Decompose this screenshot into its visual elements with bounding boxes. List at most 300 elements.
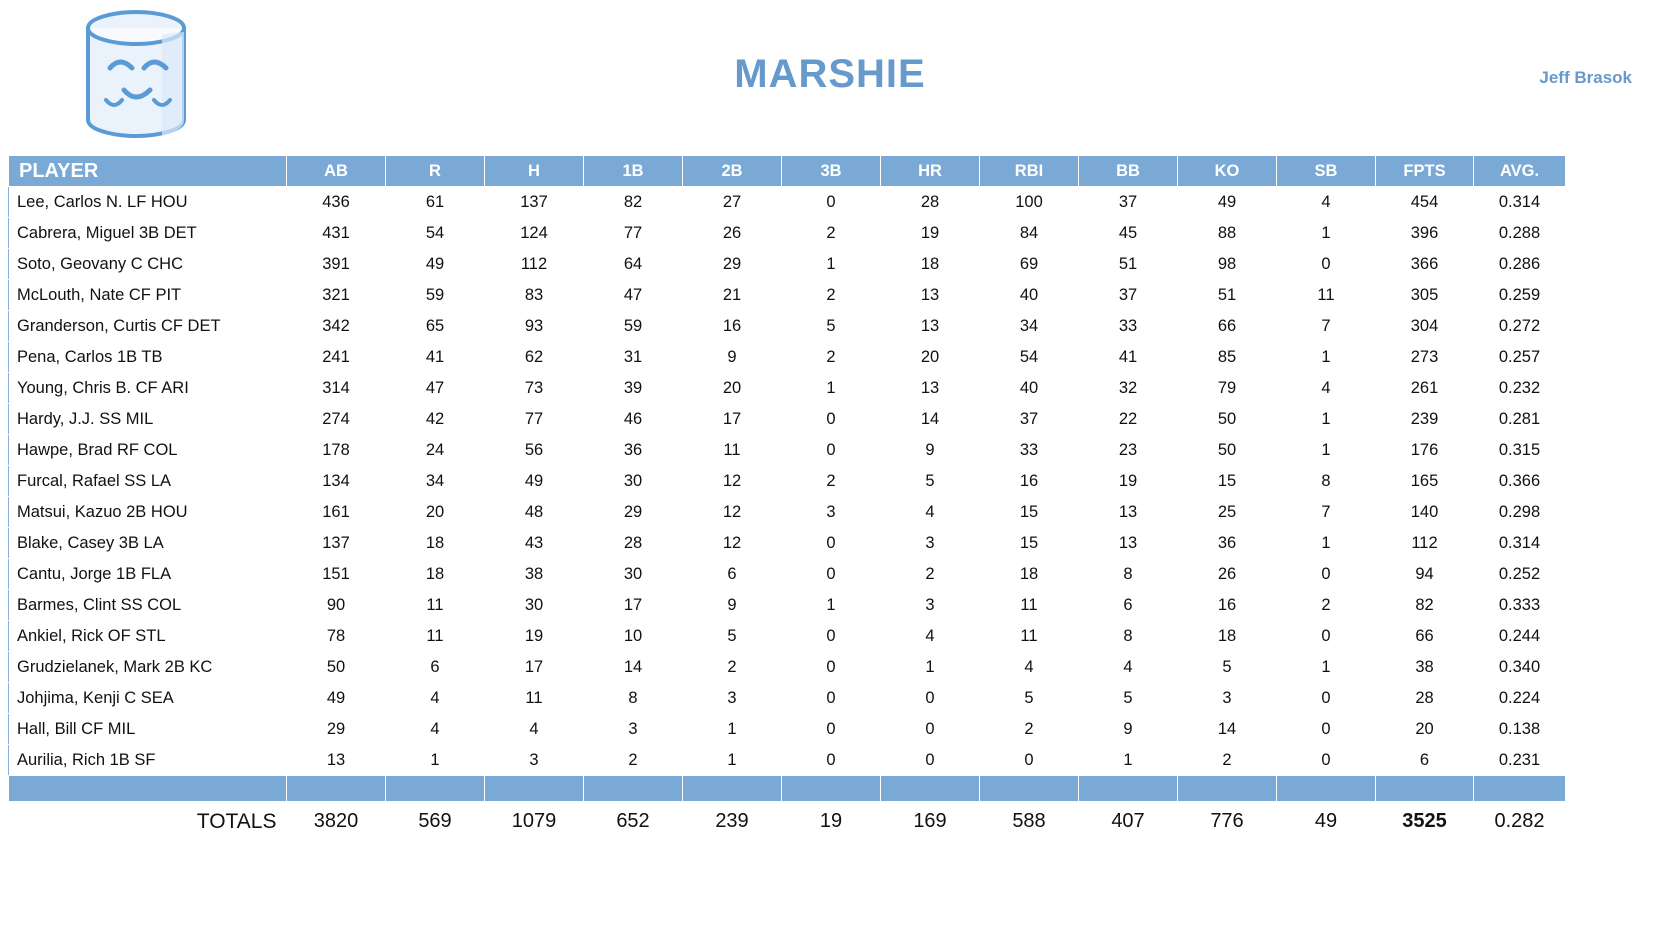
spacer-cell [881,776,980,802]
stat-bb: 19 [1079,466,1178,497]
player-name: McLouth, Nate CF PIT [9,280,287,311]
stat-hr: 13 [881,373,980,404]
stat-ko: 66 [1178,311,1277,342]
stat-3b: 2 [782,342,881,373]
total-bb: 407 [1079,802,1178,842]
stat-1b: 29 [584,497,683,528]
total-fpts: 3525 [1376,802,1474,842]
stat-3b: 0 [782,404,881,435]
stat-sb: 4 [1277,373,1376,404]
stat-1b: 64 [584,249,683,280]
stat-bb: 6 [1079,590,1178,621]
stat-fpts: 273 [1376,342,1474,373]
spacer-cell [1079,776,1178,802]
stat-sb: 7 [1277,497,1376,528]
stat-1b: 46 [584,404,683,435]
stat-h: 124 [485,218,584,249]
stat-ab: 321 [287,280,386,311]
stat-ab: 13 [287,745,386,776]
stat-2b: 20 [683,373,782,404]
spacer-cell [287,776,386,802]
stat-rbi: 33 [980,435,1079,466]
stat-ko: 14 [1178,714,1277,745]
stat-1b: 59 [584,311,683,342]
stat-bb: 1 [1079,745,1178,776]
spacer-cell [9,776,287,802]
column-header-1b[interactable]: 1B [584,156,683,187]
stat-hr: 14 [881,404,980,435]
column-header-ab[interactable]: AB [287,156,386,187]
player-name: Hall, Bill CF MIL [9,714,287,745]
stat-bb: 5 [1079,683,1178,714]
table-row[interactable] [9,652,1566,683]
table-row[interactable] [9,187,1566,218]
stat-avg: 0.314 [1474,187,1566,218]
stat-ko: 88 [1178,218,1277,249]
table-row[interactable] [9,683,1566,714]
stat-r: 47 [386,373,485,404]
stat-1b: 14 [584,652,683,683]
stat-3b: 0 [782,559,881,590]
stat-sb: 0 [1277,559,1376,590]
stat-3b: 0 [782,621,881,652]
stat-1b: 39 [584,373,683,404]
stat-bb: 51 [1079,249,1178,280]
stat-3b: 0 [782,528,881,559]
stat-2b: 16 [683,311,782,342]
stat-avg: 0.315 [1474,435,1566,466]
table-header-row [9,156,1566,187]
player-name: Matsui, Kazuo 2B HOU [9,497,287,528]
stat-rbi: 16 [980,466,1079,497]
stat-hr: 0 [881,714,980,745]
stat-bb: 9 [1079,714,1178,745]
stat-h: 49 [485,466,584,497]
stat-bb: 8 [1079,621,1178,652]
stat-3b: 5 [782,311,881,342]
stat-2b: 12 [683,528,782,559]
stat-fpts: 304 [1376,311,1474,342]
stat-hr: 0 [881,683,980,714]
stat-r: 61 [386,187,485,218]
stat-avg: 0.138 [1474,714,1566,745]
stat-sb: 0 [1277,621,1376,652]
stat-fpts: 261 [1376,373,1474,404]
stat-hr: 3 [881,528,980,559]
stat-2b: 21 [683,280,782,311]
stat-ab: 134 [287,466,386,497]
stat-h: 93 [485,311,584,342]
stat-sb: 8 [1277,466,1376,497]
player-name: Young, Chris B. CF ARI [9,373,287,404]
stat-2b: 17 [683,404,782,435]
spacer-cell [1376,776,1474,802]
stat-hr: 13 [881,280,980,311]
stat-r: 65 [386,311,485,342]
stat-hr: 4 [881,497,980,528]
stat-bb: 32 [1079,373,1178,404]
totals-label: TOTALS [9,802,287,842]
stat-rbi: 0 [980,745,1079,776]
stat-ko: 5 [1178,652,1277,683]
player-name: Grudzielanek, Mark 2B KC [9,652,287,683]
stat-fpts: 176 [1376,435,1474,466]
stat-ko: 36 [1178,528,1277,559]
stat-1b: 3 [584,714,683,745]
stat-hr: 3 [881,590,980,621]
stat-2b: 12 [683,497,782,528]
stat-bb: 23 [1079,435,1178,466]
stat-h: 48 [485,497,584,528]
stat-3b: 0 [782,714,881,745]
team-owner-name: Jeff Brasok [1539,68,1632,87]
stat-ab: 274 [287,404,386,435]
stat-ko: 18 [1178,621,1277,652]
total-h: 1079 [485,802,584,842]
player-name: Soto, Geovany C CHC [9,249,287,280]
column-header-rbi[interactable]: RBI [980,156,1079,187]
player-name: Ankiel, Rick OF STL [9,621,287,652]
stat-h: 3 [485,745,584,776]
total-1b: 652 [584,802,683,842]
table-row[interactable] [9,621,1566,652]
spacer-cell [1277,776,1376,802]
stat-fpts: 66 [1376,621,1474,652]
stat-rbi: 100 [980,187,1079,218]
stat-hr: 2 [881,559,980,590]
player-name: Cabrera, Miguel 3B DET [9,218,287,249]
stat-2b: 5 [683,621,782,652]
stat-rbi: 69 [980,249,1079,280]
stat-2b: 9 [683,590,782,621]
stat-3b: 2 [782,218,881,249]
stat-avg: 0.272 [1474,311,1566,342]
stat-ko: 49 [1178,187,1277,218]
table-row[interactable] [9,590,1566,621]
stat-2b: 2 [683,652,782,683]
stat-ko: 25 [1178,497,1277,528]
stat-fpts: 366 [1376,249,1474,280]
stat-1b: 10 [584,621,683,652]
page-title: MARSHIE [734,52,926,96]
stat-ab: 151 [287,559,386,590]
stat-avg: 0.224 [1474,683,1566,714]
stat-fpts: 28 [1376,683,1474,714]
stat-ko: 85 [1178,342,1277,373]
spacer-cell [980,776,1079,802]
table-row[interactable] [9,249,1566,280]
stat-rbi: 11 [980,621,1079,652]
stat-sb: 7 [1277,311,1376,342]
stat-2b: 29 [683,249,782,280]
stat-fpts: 165 [1376,466,1474,497]
stat-r: 54 [386,218,485,249]
stat-1b: 30 [584,559,683,590]
stat-r: 18 [386,559,485,590]
table-row[interactable] [9,435,1566,466]
stat-fpts: 94 [1376,559,1474,590]
stat-ab: 342 [287,311,386,342]
stat-sb: 1 [1277,435,1376,466]
player-name: Pena, Carlos 1B TB [9,342,287,373]
stat-bb: 37 [1079,280,1178,311]
stat-avg: 0.286 [1474,249,1566,280]
stat-rbi: 84 [980,218,1079,249]
table-row[interactable] [9,466,1566,497]
stat-h: 43 [485,528,584,559]
stat-fpts: 6 [1376,745,1474,776]
stat-fpts: 82 [1376,590,1474,621]
stat-avg: 0.257 [1474,342,1566,373]
stat-r: 18 [386,528,485,559]
stat-rbi: 18 [980,559,1079,590]
table-row[interactable] [9,218,1566,249]
stat-h: 4 [485,714,584,745]
stat-r: 4 [386,683,485,714]
stat-sb: 1 [1277,342,1376,373]
column-header-sb[interactable]: SB [1277,156,1376,187]
stat-2b: 12 [683,466,782,497]
stat-ko: 15 [1178,466,1277,497]
spacer-cell [683,776,782,802]
stat-3b: 2 [782,466,881,497]
stat-avg: 0.333 [1474,590,1566,621]
stat-h: 137 [485,187,584,218]
stat-h: 11 [485,683,584,714]
table-row[interactable] [9,342,1566,373]
stat-rbi: 4 [980,652,1079,683]
stat-ab: 90 [287,590,386,621]
stat-hr: 19 [881,218,980,249]
stat-1b: 8 [584,683,683,714]
stat-r: 49 [386,249,485,280]
stat-ab: 78 [287,621,386,652]
total-hr: 169 [881,802,980,842]
stat-2b: 3 [683,683,782,714]
stat-ab: 49 [287,683,386,714]
stat-sb: 11 [1277,280,1376,311]
stat-1b: 30 [584,466,683,497]
stat-sb: 0 [1277,683,1376,714]
spacer-cell [1178,776,1277,802]
stat-bb: 22 [1079,404,1178,435]
stat-ko: 51 [1178,280,1277,311]
table-row[interactable] [9,311,1566,342]
stat-r: 6 [386,652,485,683]
stat-fpts: 112 [1376,528,1474,559]
stat-ko: 16 [1178,590,1277,621]
stat-rbi: 40 [980,373,1079,404]
stat-r: 41 [386,342,485,373]
stat-ko: 26 [1178,559,1277,590]
stat-ab: 29 [287,714,386,745]
stat-bb: 41 [1079,342,1178,373]
column-header-bb[interactable]: BB [1079,156,1178,187]
table-row[interactable] [9,404,1566,435]
stat-avg: 0.231 [1474,745,1566,776]
stat-ab: 436 [287,187,386,218]
stat-3b: 0 [782,187,881,218]
column-header-ko[interactable]: KO [1178,156,1277,187]
stat-ab: 178 [287,435,386,466]
stat-sb: 4 [1277,187,1376,218]
stat-h: 73 [485,373,584,404]
stat-sb: 1 [1277,218,1376,249]
stat-bb: 4 [1079,652,1178,683]
stat-avg: 0.244 [1474,621,1566,652]
stat-1b: 36 [584,435,683,466]
table-row[interactable] [9,528,1566,559]
stat-h: 77 [485,404,584,435]
stat-3b: 2 [782,280,881,311]
stat-sb: 1 [1277,528,1376,559]
stat-1b: 47 [584,280,683,311]
table-row[interactable] [9,373,1566,404]
player-name: Furcal, Rafael SS LA [9,466,287,497]
table-spacer-row [9,776,1566,802]
stat-hr: 0 [881,745,980,776]
stat-ab: 431 [287,218,386,249]
stat-r: 34 [386,466,485,497]
table-row[interactable] [9,280,1566,311]
stat-h: 56 [485,435,584,466]
stat-2b: 26 [683,218,782,249]
stat-r: 4 [386,714,485,745]
table-row[interactable] [9,714,1566,745]
stat-hr: 5 [881,466,980,497]
player-name: Hardy, J.J. SS MIL [9,404,287,435]
player-name: Cantu, Jorge 1B FLA [9,559,287,590]
stat-1b: 82 [584,187,683,218]
stat-r: 24 [386,435,485,466]
column-header-fpts[interactable]: FPTS [1376,156,1474,187]
stat-3b: 3 [782,497,881,528]
stat-ko: 79 [1178,373,1277,404]
stat-hr: 1 [881,652,980,683]
stat-hr: 18 [881,249,980,280]
stat-rbi: 5 [980,683,1079,714]
page-header [0,0,1660,155]
stat-avg: 0.281 [1474,404,1566,435]
stat-bb: 13 [1079,497,1178,528]
stat-avg: 0.340 [1474,652,1566,683]
total-avg: 0.282 [1474,802,1566,842]
column-header-2b[interactable]: 2B [683,156,782,187]
stat-bb: 8 [1079,559,1178,590]
spacer-cell [485,776,584,802]
stat-h: 30 [485,590,584,621]
stat-r: 11 [386,621,485,652]
stat-sb: 0 [1277,745,1376,776]
stat-h: 19 [485,621,584,652]
table-row[interactable] [9,559,1566,590]
stat-bb: 45 [1079,218,1178,249]
stat-2b: 11 [683,435,782,466]
stat-fpts: 20 [1376,714,1474,745]
stat-ko: 98 [1178,249,1277,280]
stat-3b: 0 [782,652,881,683]
stat-r: 42 [386,404,485,435]
spacer-cell [584,776,683,802]
stat-rbi: 15 [980,528,1079,559]
player-name: Barmes, Clint SS COL [9,590,287,621]
stat-sb: 1 [1277,652,1376,683]
stat-3b: 1 [782,590,881,621]
stat-1b: 28 [584,528,683,559]
stat-ab: 50 [287,652,386,683]
stat-bb: 37 [1079,187,1178,218]
column-header-3b[interactable]: 3B [782,156,881,187]
player-name: Johjima, Kenji C SEA [9,683,287,714]
stat-rbi: 11 [980,590,1079,621]
stat-hr: 4 [881,621,980,652]
stat-fpts: 454 [1376,187,1474,218]
stat-avg: 0.259 [1474,280,1566,311]
stat-ab: 241 [287,342,386,373]
stat-h: 17 [485,652,584,683]
stat-r: 59 [386,280,485,311]
table-row[interactable] [9,745,1566,776]
column-header-hr[interactable]: HR [881,156,980,187]
stat-2b: 6 [683,559,782,590]
stat-avg: 0.252 [1474,559,1566,590]
stat-sb: 1 [1277,404,1376,435]
stat-hr: 9 [881,435,980,466]
total-r: 569 [386,802,485,842]
stat-fpts: 396 [1376,218,1474,249]
total-ko: 776 [1178,802,1277,842]
stat-avg: 0.366 [1474,466,1566,497]
table-row[interactable] [9,497,1566,528]
stat-bb: 13 [1079,528,1178,559]
stat-1b: 77 [584,218,683,249]
stat-fpts: 305 [1376,280,1474,311]
stat-ko: 50 [1178,404,1277,435]
stat-fpts: 239 [1376,404,1474,435]
stat-sb: 0 [1277,714,1376,745]
player-name: Lee, Carlos N. LF HOU [9,187,287,218]
total-sb: 49 [1277,802,1376,842]
stat-bb: 33 [1079,311,1178,342]
stat-ab: 314 [287,373,386,404]
stat-fpts: 38 [1376,652,1474,683]
player-stats-table [8,155,1566,842]
stat-ab: 137 [287,528,386,559]
totals-row [9,802,1566,842]
spacer-cell [1474,776,1566,802]
stat-3b: 1 [782,373,881,404]
stat-rbi: 34 [980,311,1079,342]
total-3b: 19 [782,802,881,842]
spacer-cell [386,776,485,802]
stat-h: 112 [485,249,584,280]
stat-r: 11 [386,590,485,621]
stat-avg: 0.298 [1474,497,1566,528]
stat-rbi: 54 [980,342,1079,373]
stat-hr: 20 [881,342,980,373]
column-header-r[interactable]: R [386,156,485,187]
stat-r: 20 [386,497,485,528]
stat-rbi: 2 [980,714,1079,745]
column-header-h[interactable]: H [485,156,584,187]
stat-1b: 31 [584,342,683,373]
column-header-player[interactable]: PLAYER [9,156,287,187]
stat-ko: 50 [1178,435,1277,466]
stat-avg: 0.232 [1474,373,1566,404]
player-name: Aurilia, Rich 1B SF [9,745,287,776]
column-header-avg[interactable]: AVG. [1474,156,1566,187]
stat-rbi: 15 [980,497,1079,528]
